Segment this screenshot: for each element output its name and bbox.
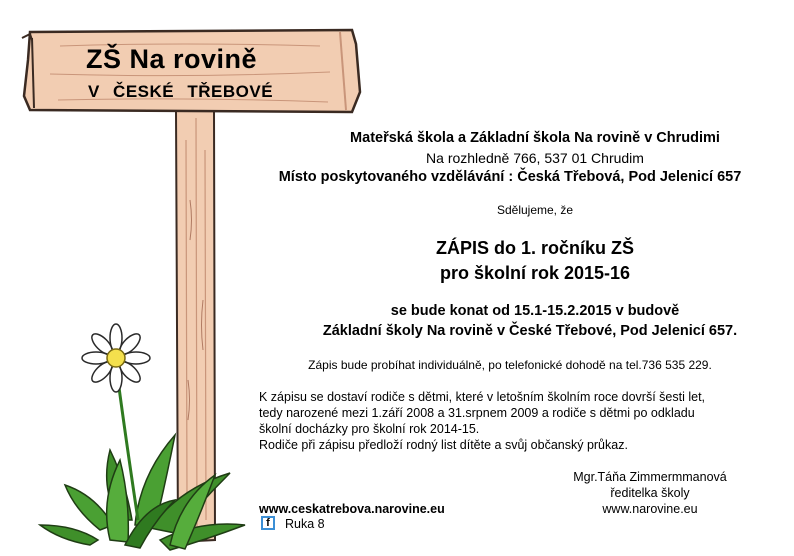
- sign-title: ZŠ Na rovině: [86, 44, 258, 74]
- date-line1: se bude konat od 15.1-15.2.2015 v budově: [390, 303, 680, 319]
- date-line2: Základní školy Na rovině v České Třebové, Pod Jelenicí 657.: [322, 323, 738, 339]
- body-line: K zápisu se dostaví rodiče s dětmi, které v letošním školním roce dovrší šesti let,: [259, 390, 706, 404]
- sign-subtitle: V ČESKÉ TŘEBOVÉ: [88, 82, 274, 101]
- website-link[interactable]: www.ceskatrebova.narovine.eu: [259, 502, 445, 516]
- body-line: Rodiče při zápisu předloží rodný list dítěte a svůj občanský průkaz.: [259, 438, 628, 452]
- signpost-post: [176, 108, 215, 542]
- education-place: Místo poskytovaného vzdělávání : Česká Třebová, Pod Jelenicí 657: [278, 169, 742, 185]
- headline-line1: ZÁPIS do 1. ročníku ZŠ: [435, 238, 635, 258]
- signature-role: ředitelka školy: [610, 486, 690, 500]
- intro-text: Sdělujeme, že: [496, 203, 574, 217]
- facebook-label[interactable]: Ruka 8: [285, 517, 325, 531]
- body-line: školní docházky pro školní rok 2014-15.: [259, 422, 480, 436]
- signature-website[interactable]: www.narovine.eu: [602, 502, 698, 516]
- body-line: tedy narozené mezi 1.září 2008 a 31.srpnem 2009 a rodiče s dětmi po odkladu: [259, 406, 695, 420]
- phone-note: Zápis bude probíhat individuálně, po telefonické dohodě na tel.736 535 229.: [308, 358, 712, 372]
- headline-line2: pro školní rok 2015-16: [439, 263, 631, 283]
- signature-name: Mgr.Táňa Zimmermmanová: [573, 470, 727, 484]
- organization-address: Na rozhledně 766, 537 01 Chrudim: [426, 150, 644, 166]
- organization-name: Mateřská škola a Základní škola Na rovině v Chrudimi: [350, 130, 720, 146]
- facebook-icon[interactable]: f: [261, 516, 275, 530]
